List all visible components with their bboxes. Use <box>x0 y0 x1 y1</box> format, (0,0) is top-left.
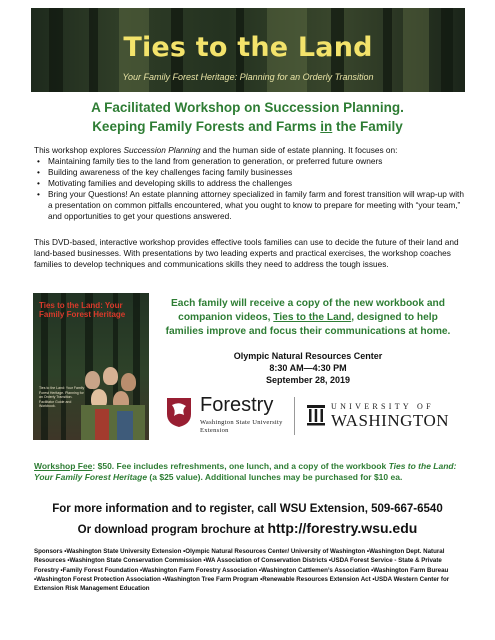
focus-list <box>34 156 464 222</box>
workbook-end: , designed to help families improve and focus their communications at home. <box>165 312 451 337</box>
people-clothing <box>95 409 109 440</box>
headline-line-2-end: the Family <box>332 119 403 134</box>
header-banner <box>31 8 465 92</box>
fee-label: Workshop Fee <box>34 461 93 471</box>
event-date: September 28, 2019 <box>265 375 351 385</box>
wsu-name: Washington State University <box>200 419 283 426</box>
intro-end: and the human side of estate planning. It focuses on: <box>200 145 398 155</box>
wsu-extension: Extension <box>200 427 229 434</box>
uw-wordmark-top: UNIVERSITY OF <box>331 402 434 411</box>
dvd-cover-image <box>33 293 149 440</box>
intro-paragraph <box>34 145 464 156</box>
list-item: • Motivating families and developing skills to address the challenges <box>34 178 464 189</box>
headline-line-2-start: Keeping Family Forests and Farms <box>92 119 321 134</box>
intro-start: This workshop explores <box>34 145 124 155</box>
workbook-paragraph <box>158 297 458 339</box>
dvd-paragraph: This DVD-based, interactive workshop provides effective tools families can use to decide the future of their land and land-based businesses. With presentations by two leading experts and practical exercises, the workshop coaches families to develop techniques and communications skills they need to address the tough issues. <box>34 237 459 269</box>
workbook-start: Each family will receive a copy of the new workbook and companion videos, <box>170 298 445 323</box>
dvd-cover-small-text: Ties to the Land: Your Family Forest Heritage. Planning for an Orderly Transition. Facilitator Guide and Workbook. <box>39 386 85 408</box>
person-face <box>121 373 136 391</box>
people-clothing <box>81 405 145 440</box>
uw-wordmark-bottom: WASHINGTON <box>331 411 450 430</box>
event-time: 8:30 AM—4:30 PM <box>269 363 347 373</box>
brochure-line <box>0 520 495 536</box>
list-item: • Bring your Questions! An estate planning attorney specialized in family farm and forest transition will wrap-up with a presentation on common pitfalls encountered, what you ought to know to prepare for meeting with “your team,” and opportunities to get your questions answered. <box>34 189 464 222</box>
fee-text-end: (a $25 value). Additional lunches may be purchased for $10 ea. <box>147 472 403 482</box>
forestry-wordmark: Forestry <box>200 394 274 416</box>
person-face <box>103 367 118 385</box>
people-clothing <box>117 411 133 440</box>
sponsors-list: Sponsors •Washington State University Extension •Olympic Natural Resources Center/ University of Washington •Washington Dept. Natural Resources •Washington State Conservation Commission •WA Association of Conservation Districts •USDA Forest Service - State & Private Forestry •Family Forest Foundation •Washington Farm Forestry Association •Washington Cattlemen’s Association •Washington Farm Bureau •Washington Forest Protection Association •Washington Tree Farm Program •Renewable Resources Extension Act •USDA Western Center for Extension Risk Management Education <box>34 548 450 593</box>
wsu-cougar-logo-icon <box>165 396 193 428</box>
workbook-title: Ties to the Land <box>273 312 352 323</box>
contact-line: For more information and to register, call WSU Extension, 509-667-6540 <box>52 503 443 515</box>
event-venue: Olympic Natural Resources Center <box>233 351 383 361</box>
logo-divider <box>294 397 295 435</box>
dvd-cover-title: Ties to the Land: Your Family Forest Heritage <box>39 301 126 319</box>
banner-subtitle: Your Family Forest Heritage: Planning for an Orderly Transition <box>122 72 374 82</box>
list-item: • Building awareness of the key challenges facing family businesses <box>34 167 464 178</box>
list-item: • Maintaining family ties to the land from generation to generation, or preferred future owners <box>34 156 464 167</box>
intro-emphasis: Succession Planning <box>123 145 201 155</box>
uw-columns-icon <box>306 404 326 426</box>
brochure-prefix: Or download program brochure at <box>77 524 268 536</box>
person-face <box>85 371 100 389</box>
wsu-extension-wordmark <box>200 419 283 435</box>
fee-book-title: Ties to the Land: Your Family Forest Heritage <box>34 461 457 482</box>
headline-line-2-underlined: in <box>320 119 333 134</box>
banner-title: Ties to the Land <box>123 32 373 63</box>
workshop-fee <box>34 461 464 483</box>
brochure-link[interactable]: http://forestry.wsu.edu <box>267 520 418 536</box>
fee-text: : $50. Fee includes refreshments, one lunch, and a copy of the workbook <box>92 461 389 471</box>
headline-line-1: A Facilitated Workshop on Succession Planning. <box>91 100 404 115</box>
headline-line-2 <box>0 119 495 134</box>
